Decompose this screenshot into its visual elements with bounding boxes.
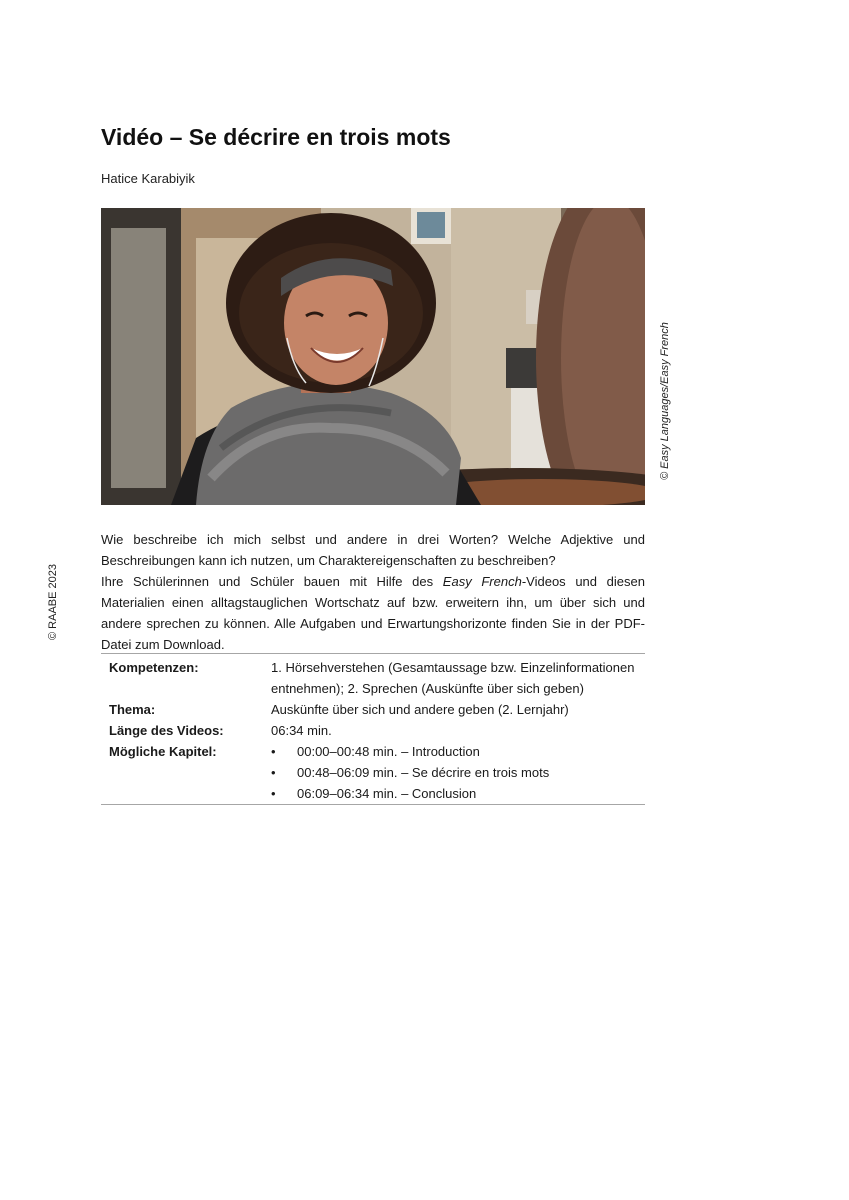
intro-paragraph-2-start: Ihre Schülerinnen und Schüler bauen mit Hilfe des (101, 574, 443, 589)
meta-value-laenge: 06:34 min. (271, 723, 332, 738)
chapter-item: • 06:09–06:34 min. – Conclusion (271, 783, 645, 804)
meta-value-kapitel (271, 741, 645, 804)
meta-row-kompetenzen (101, 657, 645, 699)
chapter-list (271, 741, 645, 804)
metadata-table (101, 653, 645, 805)
intro-paragraph-1: Wie beschreibe ich mich selbst und andere in drei Worten? Welche Adjektive und Beschreibungen kann ich nutzen, um Charaktereigenschaften zu beschreiben? (101, 532, 645, 568)
chapter-item: • 00:00–00:48 min. – Introduction (271, 741, 645, 762)
image-credit: © Easy Languages/Easy French (659, 322, 671, 480)
chapter-item: • 00:48–06:09 min. – Se décrire en trois mots (271, 762, 645, 783)
meta-value-thema: Auskünfte über sich und andere geben (2. Lernjahr) (271, 702, 569, 717)
meta-row-thema (101, 699, 645, 720)
meta-row-laenge (101, 720, 645, 741)
meta-label-kapitel: Mögliche Kapitel: (109, 744, 217, 759)
page-copyright: © RAABE 2023 (47, 564, 59, 640)
intro-text (101, 529, 645, 655)
author-name: Hatice Karabiyik (101, 171, 195, 186)
intro-paragraph-2-end: -Videos und diesen Materialien einen alltagstauglichen Wortschatz auf bzw. erweitern ihn, um über sich und andere sprechen zu können. Alle Aufgaben und Erwartungshorizonte finden Sie in der PDF-Datei zum Download. (101, 574, 645, 652)
intro-paragraph-2-italic: Easy French (442, 574, 522, 589)
meta-label-thema: Thema: (109, 702, 156, 717)
meta-value-kompetenzen: 1. Hörsehverstehen (Gesamtaussage bzw. Einzelinformationen entnehmen); 2. Sprechen (Auskünfte über sich geben) (271, 660, 635, 696)
meta-label-laenge: Länge des Videos: (109, 723, 224, 738)
page-title: Vidéo – Se décrire en trois mots (101, 124, 451, 150)
intro-paragraph-2 (101, 571, 645, 655)
meta-row-kapitel (101, 741, 645, 804)
video-still-image (101, 208, 645, 505)
meta-label-kompetenzen: Kompetenzen: (109, 660, 199, 675)
